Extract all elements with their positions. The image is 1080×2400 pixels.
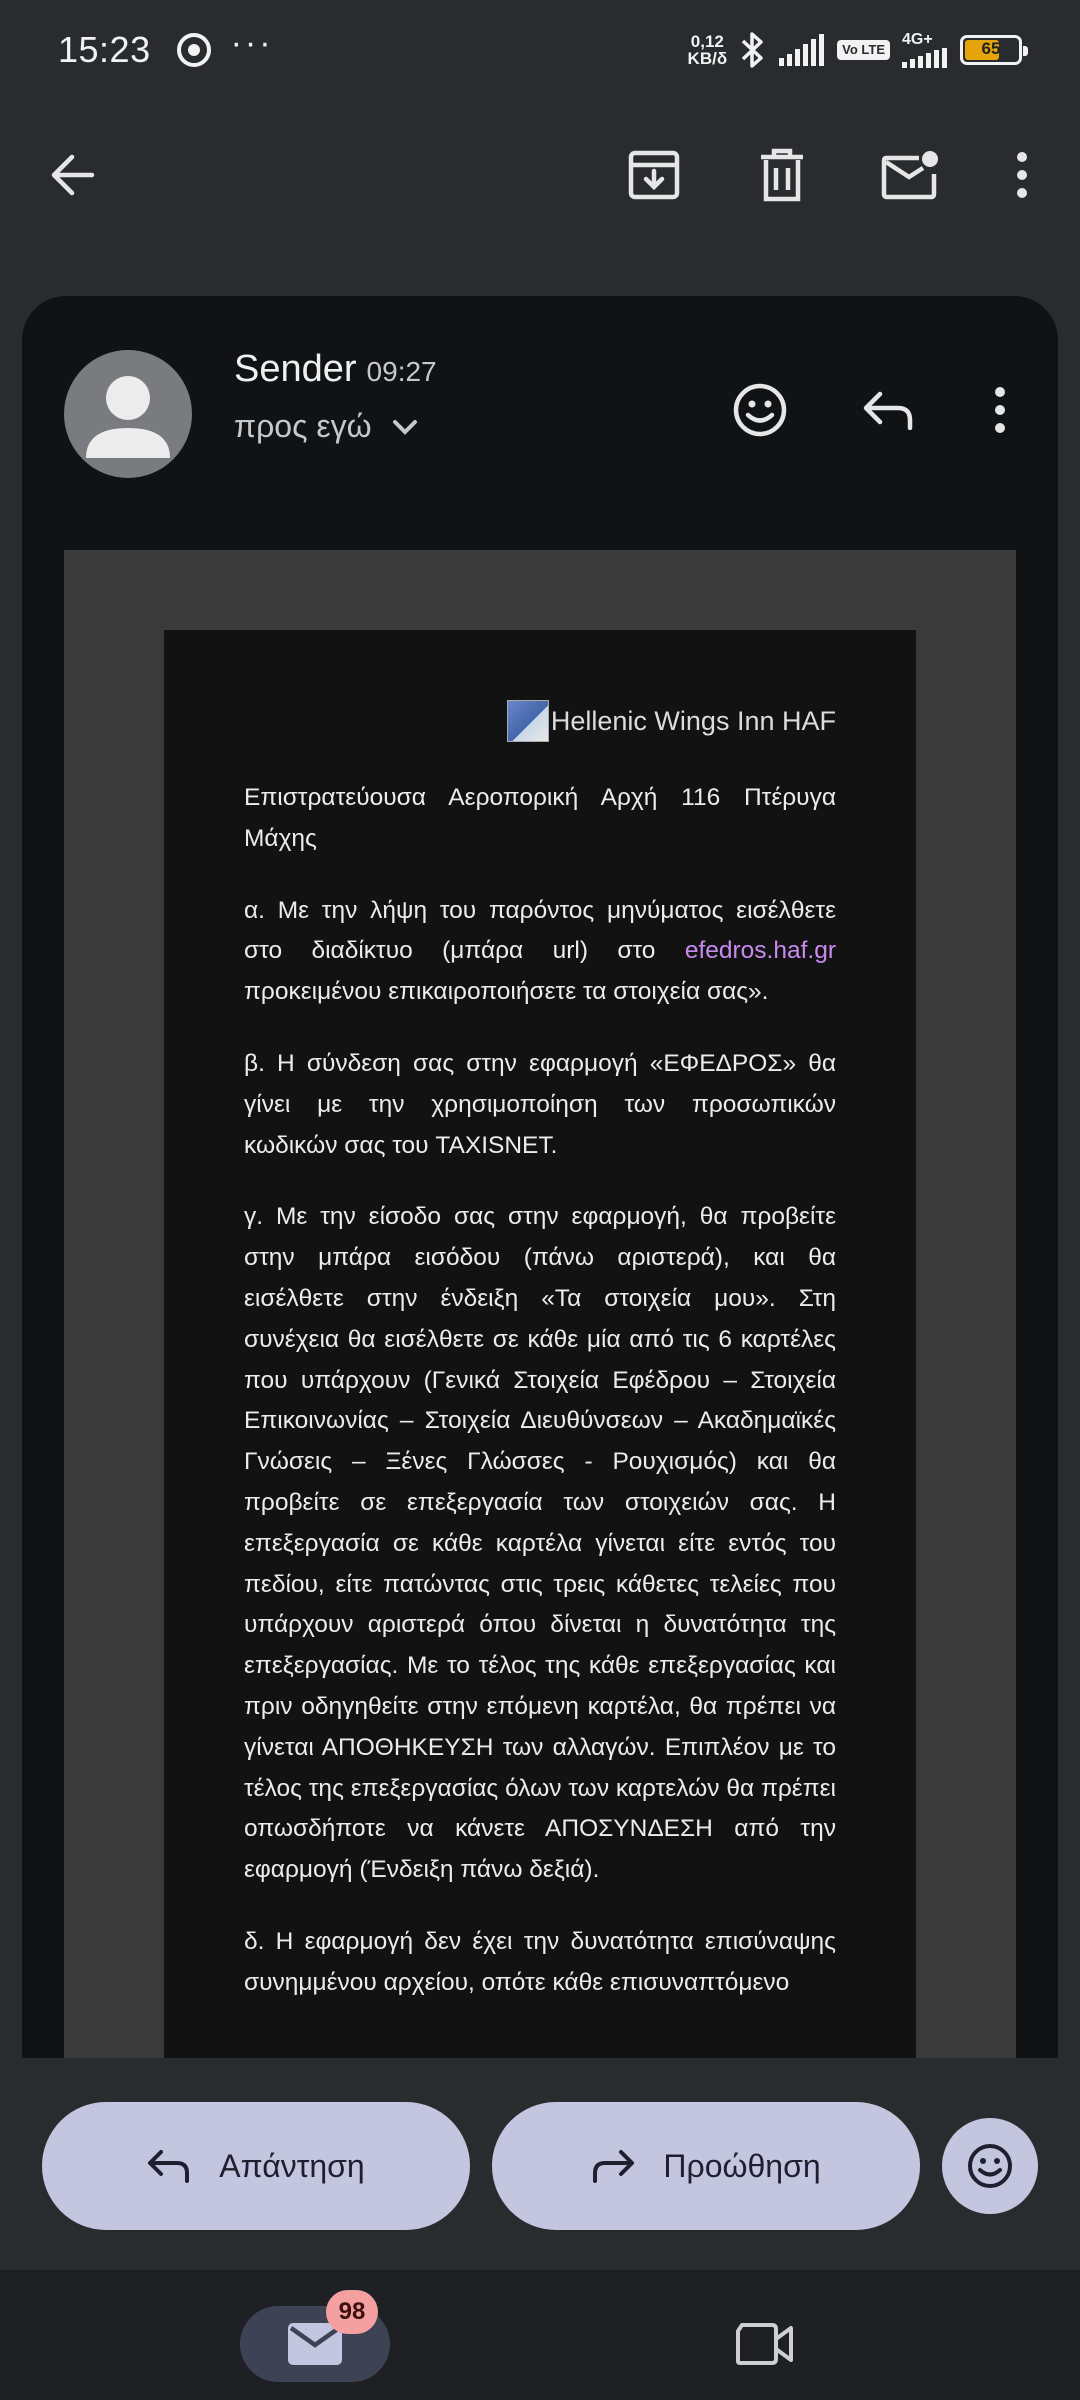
add-reaction-button[interactable] bbox=[728, 378, 792, 442]
battery-level: 65 bbox=[981, 39, 1001, 58]
email-heading: Επιστρατεύουσα Αεροπορική Αρχή 116 Πτέρυγα Μάχης bbox=[244, 784, 836, 852]
more-vert-icon bbox=[993, 387, 1007, 433]
nav-meet-tab[interactable] bbox=[730, 2312, 800, 2376]
status-time: 15:23 bbox=[58, 29, 151, 70]
reply-label: Απάντηση bbox=[219, 2147, 365, 2184]
network-speed-unit: KB/δ bbox=[687, 49, 728, 68]
arrow-back-icon bbox=[48, 153, 96, 197]
email-body bbox=[164, 630, 916, 2096]
unread-count-badge: 98 bbox=[326, 2290, 378, 2334]
network-type-label: 4G+ bbox=[902, 31, 933, 48]
paragraph-b: β. Η σύνδεση σας στην εφαρμογή «ΕΦΕΔΡΟΣ» θα γίνει με την χρησιμοποίηση των προσωπικών κωδικών σας του TAXISNET. bbox=[244, 1049, 836, 1159]
emoji-icon bbox=[732, 382, 788, 438]
message-more-button[interactable] bbox=[968, 378, 1032, 442]
reply-button[interactable] bbox=[856, 378, 920, 442]
screen-record-icon bbox=[177, 33, 211, 67]
avatar[interactable] bbox=[64, 350, 192, 478]
bluetooth-icon bbox=[739, 30, 767, 70]
message-time: 09:27 bbox=[366, 356, 437, 387]
archive-button[interactable] bbox=[624, 145, 684, 205]
battery-icon bbox=[960, 35, 1022, 65]
reply-icon bbox=[147, 2149, 191, 2183]
brand-name: Hellenic Wings Inn HAF bbox=[550, 705, 836, 736]
delete-button[interactable] bbox=[752, 145, 812, 205]
mark-unread-button[interactable] bbox=[880, 145, 940, 205]
brand-header bbox=[244, 700, 836, 742]
message-card bbox=[22, 296, 1058, 2096]
react-emoji-button[interactable] bbox=[942, 2118, 1038, 2214]
reply-action-button[interactable] bbox=[42, 2102, 470, 2230]
person-icon bbox=[64, 350, 192, 478]
mobile-data-indicator bbox=[902, 32, 948, 68]
mark-unread-icon bbox=[881, 150, 939, 200]
trash-icon bbox=[759, 148, 805, 202]
forward-label: Προώθηση bbox=[663, 2147, 821, 2184]
more-notifications-icon: ··· bbox=[230, 24, 274, 62]
more-options-button[interactable] bbox=[992, 145, 1052, 205]
archive-icon bbox=[628, 150, 680, 200]
back-button[interactable] bbox=[42, 145, 102, 205]
email-content-frame bbox=[64, 550, 1016, 2096]
video-camera-icon bbox=[736, 2322, 794, 2366]
recipient-label: προς εγώ bbox=[234, 408, 372, 444]
top-toolbar bbox=[0, 110, 1080, 240]
sender-name: Sender bbox=[234, 348, 357, 390]
paragraph-c: γ. Με την είσοδο σας στην εφαρμογή, θα προβείτε στην μπάρα εισόδου (πάνω αριστερά), και θα εισέλθετε στην ένδειξη «Τα στοιχεία μου». Στη συνέχεια θα εισέλθετε σε κάθε μία από τις 6 καρτέλες που υπάρχουν (Γενικά Στοιχεία Εφέδρου – Στοιχεία Επικοινωνίας – Στοιχεία Διευθύνσεων – Ακαδημαϊκές Γνώσεις – Ξένες Γλώσσες - Ρουχισμός) και θα προβείτε σε επεξεργασία των στοιχειών σας. Η επεξεργασία σε κάθε καρτέλα γίνεται είτε εντός του πεδίου, είτε πατώντας στις τρεις κάθετες τελείες που υπάρχουν αριστερά όπου δίνεται η δυνατότητα της επεξεργασίας. Με το τέλος της κάθε επεξεργασίας και πριν οδηγηθείτε στην επόμενη καρτέλα, θα πρέπει να γίνεται ΑΠΟΘΗΚΕΥΣΗ των αλλαγών. Επιπλέον με το τέλος της επεξεργασίας όλων των καρτελών θα πρέπει οπωσδήποτε να κάνετε ΑΠΟΣΥΝΔΕΣΗ από την εφαρμογή (Ένδειξη πάνω δεξιά). bbox=[244, 1203, 836, 1884]
recipient-details-toggle[interactable] bbox=[234, 408, 418, 445]
forward-action-button[interactable] bbox=[492, 2102, 920, 2230]
volte-badge: Vo LTE bbox=[837, 40, 890, 60]
network-speed-value: 0,12 bbox=[690, 32, 724, 51]
paragraph-a-text: α. Με την λήψη του παρόντος μηνύματος εισέλθετε στο διαδίκτυο (μπάρα url) στο bbox=[244, 896, 836, 965]
reply-icon bbox=[862, 390, 914, 430]
paragraph-d: δ. Η εφαρμογή δεν έχει την δυνατότητα επισύναψης συνημμένου αρχείου, οπότε κάθε επισυναπτόμενο bbox=[244, 1927, 836, 1996]
bottom-navigation bbox=[0, 2270, 1080, 2400]
network-speed bbox=[688, 33, 728, 67]
emoji-icon bbox=[966, 2142, 1014, 2190]
reply-actions-bar bbox=[0, 2058, 1080, 2270]
more-vert-icon bbox=[1015, 152, 1029, 198]
paragraph-a-end: προκειμένου επικαιροποιήσετε τα στοιχεία σας». bbox=[244, 978, 769, 1006]
paragraph-a bbox=[244, 891, 836, 1013]
sender-line[interactable] bbox=[234, 348, 437, 391]
forward-icon bbox=[591, 2149, 635, 2183]
status-bar bbox=[0, 0, 1080, 100]
efedros-link[interactable]: efedros.haf.gr bbox=[684, 937, 836, 965]
broken-image-icon bbox=[507, 700, 549, 742]
chevron-down-icon bbox=[392, 419, 418, 435]
signal-icon bbox=[779, 34, 825, 66]
